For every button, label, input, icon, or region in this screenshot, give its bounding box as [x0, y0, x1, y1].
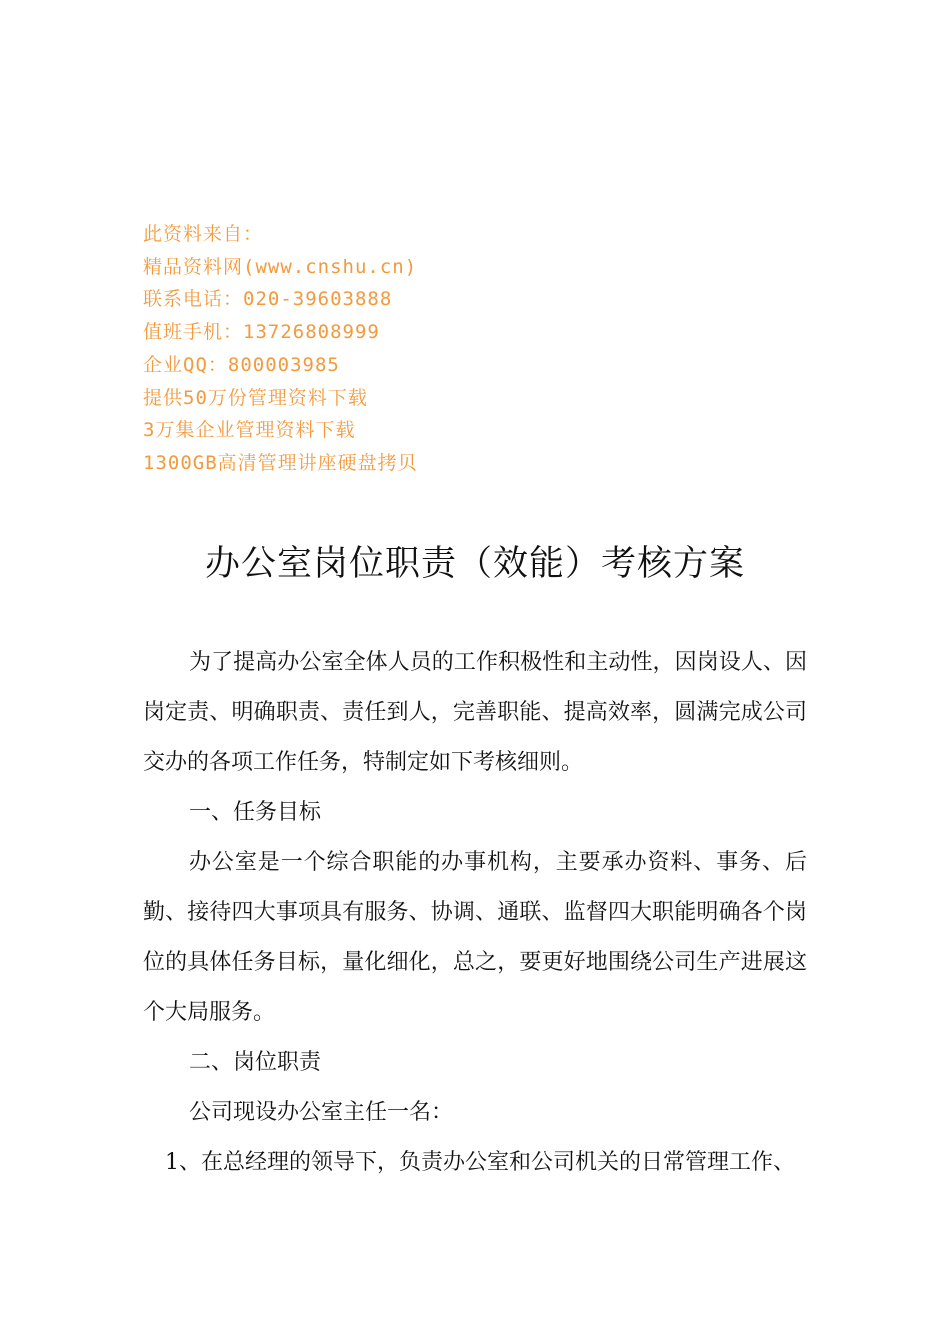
document-body	[143, 638, 807, 1188]
source-offer-line: 1300GB高清管理讲座硬盘拷贝	[143, 451, 418, 474]
source-qq-line: 企业QQ：800003985	[143, 353, 340, 376]
intro-paragraph: 为了提高办公室全体人员的工作积极性和主动性，因岗设人、因岗定责、明确职责、责任到人，完善职能、提高效率，圆满完成公司交办的各项工作任务，特制定如下考核细则。	[143, 650, 807, 775]
source-mobile-line: 值班手机：13726808999	[143, 321, 380, 344]
source-notice-line: 此资料来自：	[143, 223, 264, 245]
source-notice	[143, 218, 603, 480]
body-paragraph: 公司现设办公室主任一名：	[189, 1100, 454, 1125]
source-offer-line: 提供50万份管理资料下载	[143, 386, 368, 409]
source-phone-line: 联系电话：020-39603888	[143, 288, 393, 311]
document-title: 办公室岗位职责（效能）考核方案	[204, 544, 745, 584]
body-paragraph: 办公室是一个综合职能的办事机构，主要承办资料、事务、后勤、接待四大事项具有服务、协调、通联、监督四大职能明确各个岗位的具体任务目标，量化细化，总之，要更好地围绕公司生产进展这个大局服务。	[143, 850, 807, 1025]
source-website-line: 精品资料网(www.cnshu.cn)	[143, 255, 418, 278]
source-offer-line: 3万集企业管理资料下载	[143, 419, 356, 442]
list-item: 1、在总经理的领导下，负责办公室和公司机关的日常管理工作、	[165, 1150, 795, 1175]
section-heading: 二、岗位职责	[189, 1050, 322, 1075]
section-heading: 一、任务目标	[189, 800, 322, 825]
